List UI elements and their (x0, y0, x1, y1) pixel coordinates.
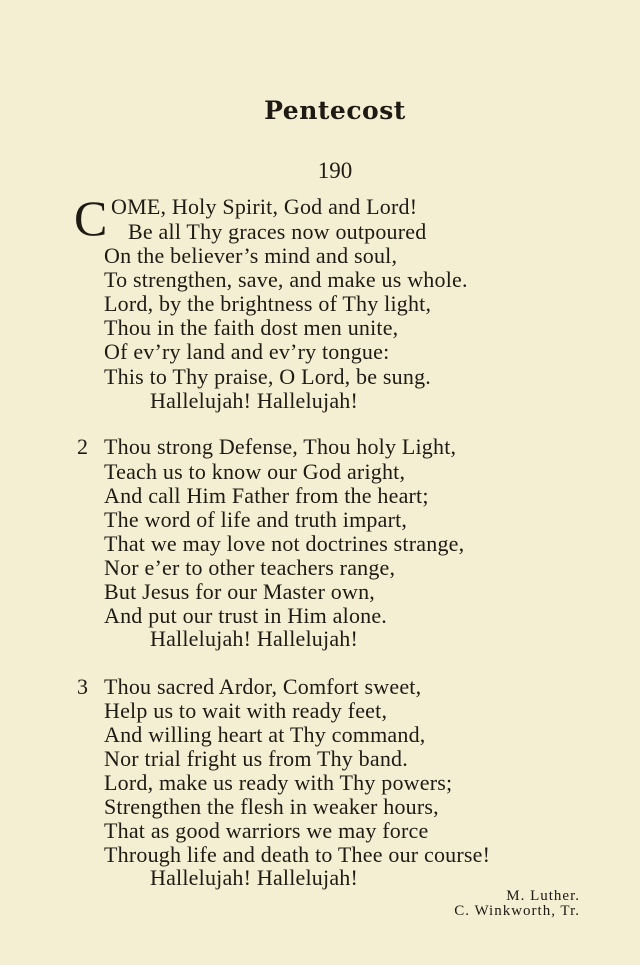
author-credit: M. Luther. (506, 888, 580, 904)
verse-line: Be all Thy graces now outpoured (128, 219, 427, 244)
refrain: Hallelujah! Hallelujah! (150, 865, 359, 890)
verse-line: Lord, make us ready with Thy powers; (104, 770, 453, 795)
verse-line: Thou sacred Ardor, Comfort sweet, (104, 674, 422, 699)
verse-number: 2 (77, 434, 88, 459)
translator-credit: C. Winkworth, Tr. (454, 903, 580, 919)
verse-line: To strengthen, save, and make us whole. (104, 267, 468, 292)
verse-line: Help us to wait with ready feet, (104, 698, 388, 723)
verse-line: Nor trial fright us from Thy band. (104, 746, 408, 771)
page-title: Pentecost (264, 96, 406, 125)
hymn-number: 190 (317, 158, 353, 183)
verse-line: Strengthen the flesh in weaker hours, (104, 794, 439, 819)
verse-number: 3 (77, 674, 88, 699)
verse-line: Teach us to know our God aright, (104, 459, 406, 484)
verse-line: Nor e’er to other teachers range, (104, 555, 396, 580)
verse-line: Thou strong Defense, Thou holy Light, (104, 434, 457, 459)
drop-cap: C (74, 190, 108, 246)
verse-line: That as good warriors we may force (104, 818, 429, 843)
verse-line: And call Him Father from the heart; (104, 483, 429, 508)
verse-line: Thou in the faith dost men unite, (104, 315, 399, 340)
verse-line: Of ev’ry land and ev’ry tongue: (104, 339, 390, 364)
verse-line: Through life and death to Thee our course! (104, 842, 491, 867)
verse-line: And willing heart at Thy command, (104, 722, 426, 747)
refrain: Hallelujah! Hallelujah! (150, 626, 359, 651)
verse-line: OME, Holy Spirit, God and Lord! (111, 194, 418, 219)
verse-line: Lord, by the brightness of Thy light, (104, 291, 432, 316)
verse-line: The word of life and truth impart, (104, 507, 408, 532)
verse-line: And put our trust in Him alone. (104, 603, 388, 628)
refrain: Hallelujah! Hallelujah! (150, 388, 359, 413)
verse-line: That we may love not doctrines strange, (104, 531, 465, 556)
verse-line: On the believer’s mind and soul, (104, 243, 398, 268)
verse-line: This to Thy praise, O Lord, be sung. (104, 364, 431, 389)
verse-line: But Jesus for our Master own, (104, 579, 375, 604)
